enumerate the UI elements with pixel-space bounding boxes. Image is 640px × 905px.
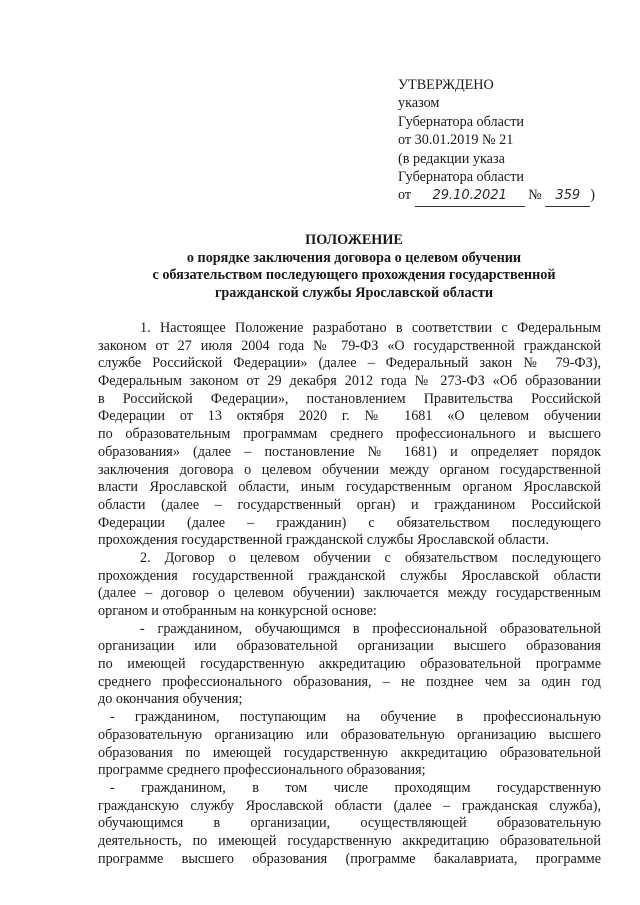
body-line: программе высшего образования (программе бакалавриата, программе	[98, 850, 601, 867]
body-line: по образовательным программам среднего профессионального и высшего	[98, 426, 601, 443]
body-line: образования по имеющей государственную аккредитацию образовательной	[98, 744, 601, 761]
body-line: по имеющей государственную аккредитацию образовательной программе	[98, 656, 601, 673]
document-title	[60, 232, 640, 302]
body-line: органом и отобранным на конкурсной основе:	[98, 603, 377, 619]
body-line: организации или образовательной организации высшего образования	[98, 638, 601, 655]
approval-stamp: УТВЕРЖДЕНО	[398, 77, 494, 93]
body-line: обучающимся в организации, осуществляющей образовательную	[98, 815, 601, 832]
body-line: до окончания обучения;	[98, 691, 243, 708]
amendment-prefix: от	[398, 187, 412, 204]
body-line: - гражданином, поступающим на обучение в профессиональную	[110, 709, 601, 726]
title-line: с обязательством последующего прохождения государственной	[152, 267, 556, 284]
body-line: образования» (далее – постановление № 1681) и определяет порядок	[98, 443, 601, 460]
title-line: о порядке заключения договора о целевом обучении	[186, 249, 522, 266]
body-line: законом от 27 июля 2004 года № 79-ФЗ «О государственной гражданской	[98, 337, 601, 354]
body-line: среднего профессионального образования, – не позднее чем за один год	[98, 673, 601, 690]
body-line: - гражданином, обучающимся в профессиональной образовательной	[140, 620, 601, 637]
title-heading: ПОЛОЖЕНИЕ	[305, 232, 403, 248]
body-line: 1. Настоящее Положение разработано в соответствии с Федеральным	[140, 320, 601, 336]
body-line: Федеральным законом от 29 декабря 2012 года № 273-ФЗ «Об образовании	[98, 373, 601, 390]
body-line: Федерации от 13 октября 2020 г. № 1681 «О целевом обучении	[98, 408, 601, 425]
number-sign: №	[528, 187, 542, 204]
handwritten-number: 359	[545, 187, 590, 206]
body-line: 2. Договор о целевом обучении с обязательством последующего	[140, 549, 601, 566]
approval-line: Губернатора области	[398, 168, 524, 185]
body-line: в Российской Федерации», постановлением Правительства Российской	[98, 390, 601, 407]
body-line: области (далее – государственный орган) и гражданином Российской	[98, 496, 601, 513]
body-line: заключения договора о целевом обучении между органом государственной	[98, 461, 601, 478]
body-line: программе среднего профессионального образования;	[98, 762, 426, 779]
body-line: власти Ярославской области, иным государственным органом Ярославской	[98, 479, 601, 496]
approval-decree-date: от 30.01.2019 № 21	[398, 132, 514, 149]
amendment-line	[398, 186, 595, 204]
body-line: прохождения государственной гражданской службы Ярославской области	[98, 567, 601, 584]
body-line: (далее – договор о целевом обучении) заключается между государственным	[98, 585, 601, 602]
body-line: Федерации (далее – гражданин) с обязательством последующего	[98, 514, 601, 531]
body-line: образовательную организацию или образовательную организацию высшего	[98, 726, 601, 743]
body-line: гражданскую службу Ярославской области (далее – гражданская служба),	[98, 797, 601, 814]
title-line: гражданской службы Ярославской области	[214, 284, 494, 301]
body-line: прохождения государственной гражданской службы Ярославской области.	[98, 532, 549, 549]
approval-block	[398, 76, 595, 205]
approval-line: указом	[398, 95, 440, 112]
approval-line: (в редакции указа	[398, 150, 505, 167]
approval-line: Губернатора области	[398, 113, 524, 130]
body-line: службе Российской Федерации» (далее – Федеральный закон № 79-ФЗ),	[98, 355, 601, 372]
body-line: деятельность, по имеющей государственную аккредитацию образовательной	[98, 832, 601, 849]
closing-paren: )	[590, 187, 596, 204]
handwritten-date: 29.10.2021	[415, 187, 525, 206]
document-body	[98, 320, 601, 868]
body-line: - гражданином, в том числе проходящим государственную	[110, 779, 601, 796]
